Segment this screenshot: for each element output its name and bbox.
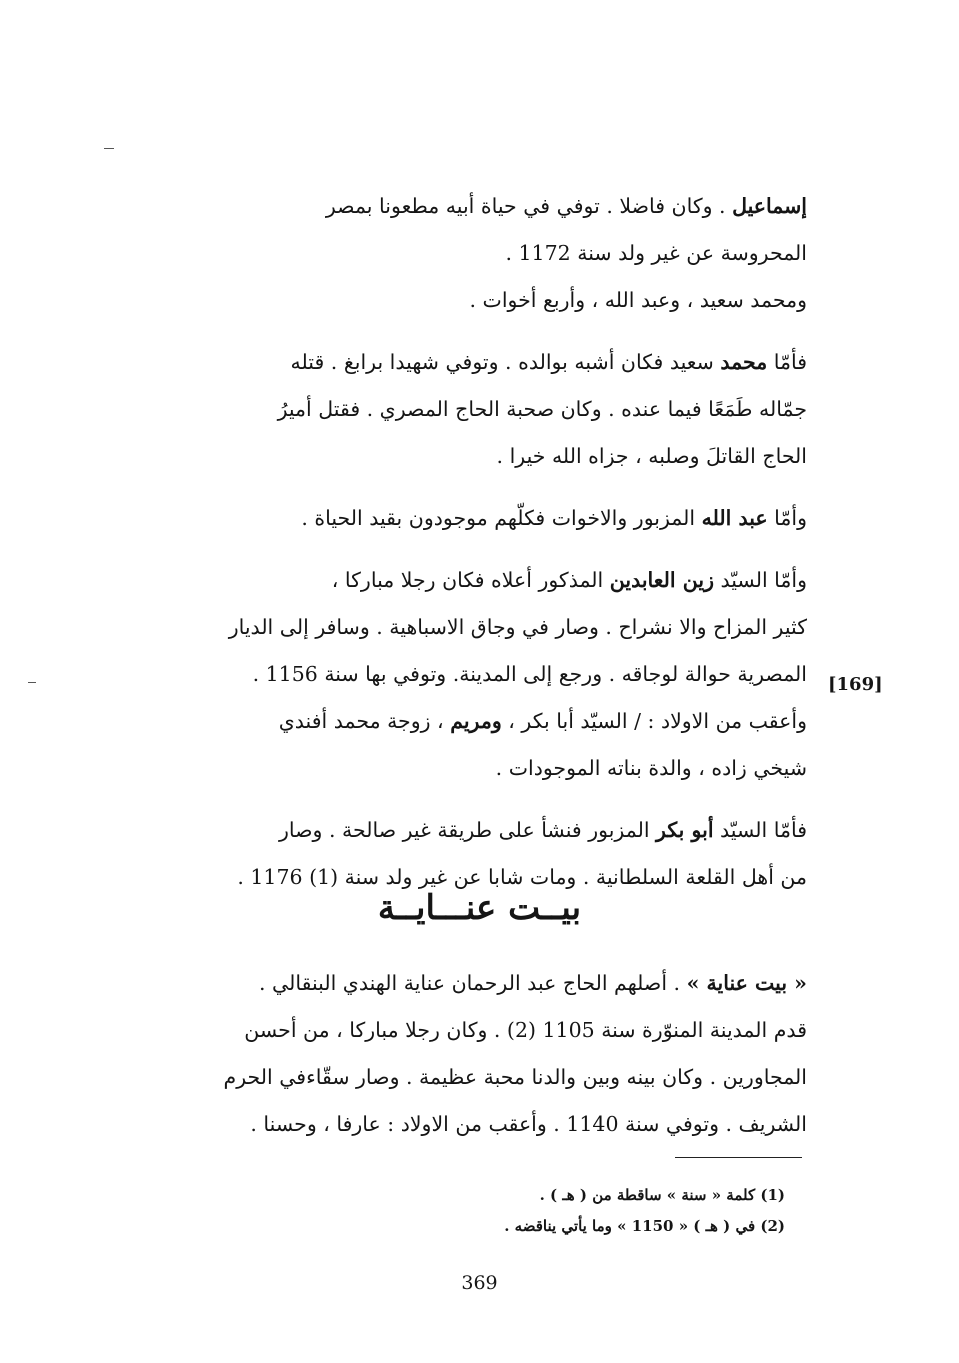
bold-name: محمد (720, 350, 768, 374)
paragraph-gap (135, 480, 807, 495)
text-run: المجاورين . وكان بينه وبين والدنا محبة عظيمة . وصار سقّاءفي الحرم (223, 1065, 807, 1089)
section-title: بيــت عنـــايــة (377, 888, 582, 928)
text-run: سعيد فكان أشبه بوالده . وتوفي شهيدا برابغ . قتله (290, 350, 721, 374)
text-run: جمّاله طَمَعًا فيما عنده . وكان صحبة الحاج المصري . فقتل أميرُ (277, 397, 807, 421)
text-run: شيخي زاده ، والدة بناته الموجودات . (495, 756, 807, 780)
para-inaya-line (135, 1054, 807, 1101)
main-text-bottom (135, 960, 807, 1148)
paragraph-gap (135, 324, 807, 339)
para-zayn-line (135, 745, 807, 792)
para-inaya-line (135, 960, 807, 1007)
footnote-separator (675, 1157, 802, 1158)
text-run: . أصلهم الحاج عبد الرحمان عناية الهندي البنقالي . (259, 971, 687, 995)
scan-mark (104, 148, 114, 149)
bold-name: « بيت عناية » (686, 971, 807, 995)
footnotes (330, 1180, 785, 1242)
footnote-1: (1) كلمة « سنة » ساقطة من ( هـ ) . (539, 1186, 785, 1204)
text-run: الشريف . وتوفي سنة 1140 . وأعقب من الاولاد : عارفا ، وحسنا . (250, 1112, 807, 1136)
para-zayn-line (135, 651, 807, 698)
para-zayn-line (135, 604, 807, 651)
footnote-2: (2) في ( هـ ) « 1150 » وما يأتي يناقضه . (504, 1217, 785, 1235)
para-ismail-line (135, 183, 807, 230)
bold-name: ومريم (450, 709, 502, 733)
text-run: ، زوجة محمد أفندي (278, 709, 451, 733)
para-muhammad-line (135, 433, 807, 480)
text-run: المصرية حوالة لوجاقه . ورجع إلى المدينة. وتوفي بها سنة 1156 . (252, 662, 807, 686)
text-run: ومحمد سعيد ، وعبد الله ، وأربع أخوات . (469, 288, 807, 312)
bold-name: عبد الله (701, 506, 768, 530)
text-run: فأمّا السيّد (713, 818, 807, 842)
para-ismail-line (135, 277, 807, 324)
text-run: وأعقب من الاولاد : / السيّد أبا بكر ، (501, 709, 807, 733)
text-run: فأمّا (767, 350, 807, 374)
paragraph-gap (135, 792, 807, 807)
bold-name: أبو بكر (656, 818, 714, 842)
text-run: كثير المزاح والا نشراح . وصار في وجاق الاسباهية . وسافر إلى الديار (228, 615, 807, 639)
para-inaya-line (135, 1007, 807, 1054)
text-run: الحاج القاتلَ وصلبه ، جزاه الله خيرا . (496, 444, 807, 468)
text-run: وأمّا السيّد (713, 568, 807, 592)
para-muhammad-line (135, 386, 807, 433)
text-run: المزبور فنشأ على طريقة غير صالحة . وصار (278, 818, 657, 842)
para-zayn-line (135, 698, 807, 745)
text-run: . وكان فاضلا . توفي في حياة أبيه مطعونا بمصر (325, 194, 733, 218)
main-text-top (135, 183, 807, 901)
text-run: المذكور أعلاه فكان رجلا مباركا ، (331, 568, 610, 592)
bold-name: زين العابدين (609, 568, 714, 592)
para-muhammad-line (135, 339, 807, 386)
para-inaya-line (135, 1101, 807, 1148)
para-ismail-line (135, 230, 807, 277)
text-run: من أهل القلعة السلطانية . ومات شابا عن غير ولد سنة (1) 1176 . (237, 865, 807, 889)
text-run: المحروسة عن غير ولد سنة 1172 . (505, 241, 807, 265)
bold-name: إسماعيل (732, 194, 807, 218)
page-number: 369 (461, 1272, 498, 1294)
para-abdallah-line (135, 495, 807, 542)
para-abubakr-line (135, 807, 807, 854)
scan-mark (28, 682, 36, 683)
margin-page-marker: [169] (828, 674, 883, 695)
text-run: المزبور والاخوات فكلّهم موجودون بقيد الحياة . (301, 506, 702, 530)
paragraph-gap (135, 542, 807, 557)
text-run: وأمّا (767, 506, 807, 530)
para-zayn-line (135, 557, 807, 604)
text-run: قدم المدينة المنوّرة سنة 1105 (2) . وكان رجلا مباركا ، من أحسن (244, 1018, 807, 1042)
